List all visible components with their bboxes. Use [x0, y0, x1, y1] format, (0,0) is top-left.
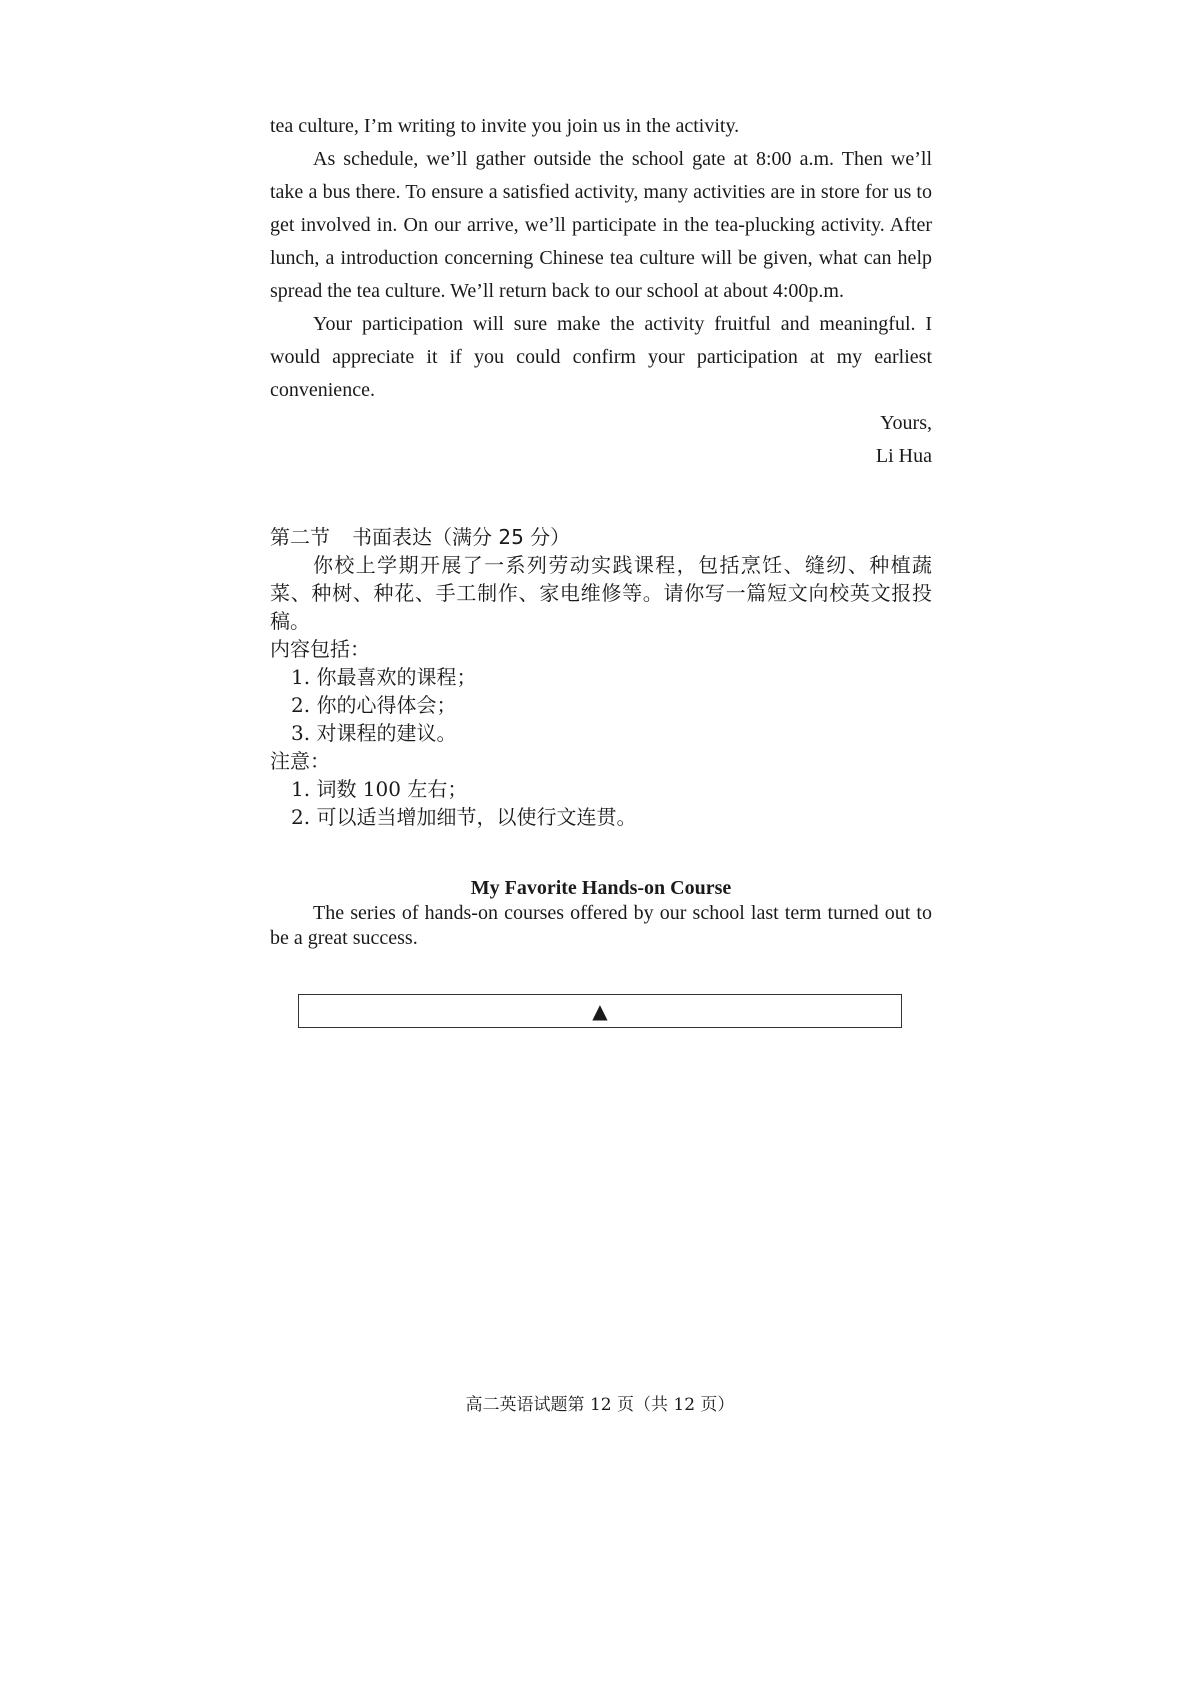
- letter-closing: Yours,: [880, 412, 932, 434]
- notes-item: 1. 词数 100 左右；: [291, 777, 468, 801]
- content-item: 3. 对课程的建议。: [291, 721, 457, 745]
- writing-prompt: 你校上学期开展了一系列劳动实践课程，包括烹饪、缝纫、种植蔬菜、种树、种花、手工制作、家电维修等。请你写一篇短文向校英文报投稿。: [270, 553, 932, 633]
- notes-label: 注意：: [270, 749, 330, 773]
- triangle-marker-icon: ▲: [592, 999, 608, 1023]
- letter-signature: Li Hua: [875, 445, 932, 467]
- section-title: 书面表达（满分 25 分）: [352, 525, 571, 549]
- essay-title: My Favorite Hands-on Course: [470, 877, 732, 899]
- letter-line-continued: tea culture, I’m writing to invite you join us in the activity.: [270, 115, 740, 137]
- notes-item: 2. 可以适当增加细节，以使行文连贯。: [291, 805, 637, 829]
- essay-section: [270, 875, 932, 951]
- letter-paragraph-participation: Your participation will sure make the activity fruitful and meaningful. I would appreciate it if you could confirm your participation at my earliest convenience.: [270, 313, 932, 401]
- content-label: 内容包括：: [270, 637, 370, 661]
- content-item: 2. 你的心得体会；: [291, 693, 457, 717]
- essay-opening: The series of hands-on courses offered by our school last term turned out to be a great success.: [270, 902, 932, 949]
- letter-section: [270, 110, 932, 473]
- letter-paragraph-schedule: As schedule, we’ll gather outside the school gate at 8:00 a.m. Then we’ll take a bus there. To ensure a satisfied activity, many activities are in store for us to get involved in. On our arrive, we’ll participate in the tea-plucking activity. After lunch, a introduction concerning Chinese tea culture will be given, what can help spread the tea culture. We’ll return back to our school at about 4:00p.m.: [270, 148, 932, 302]
- answer-box: [298, 994, 902, 1028]
- page-footer: 高二英语试题第 12 页（共 12 页）: [465, 1395, 735, 1415]
- writing-section: [270, 523, 932, 831]
- section-part-label: 第二节: [270, 525, 330, 549]
- section-heading: [270, 523, 932, 551]
- content-item: 1. 你最喜欢的课程；: [291, 665, 477, 689]
